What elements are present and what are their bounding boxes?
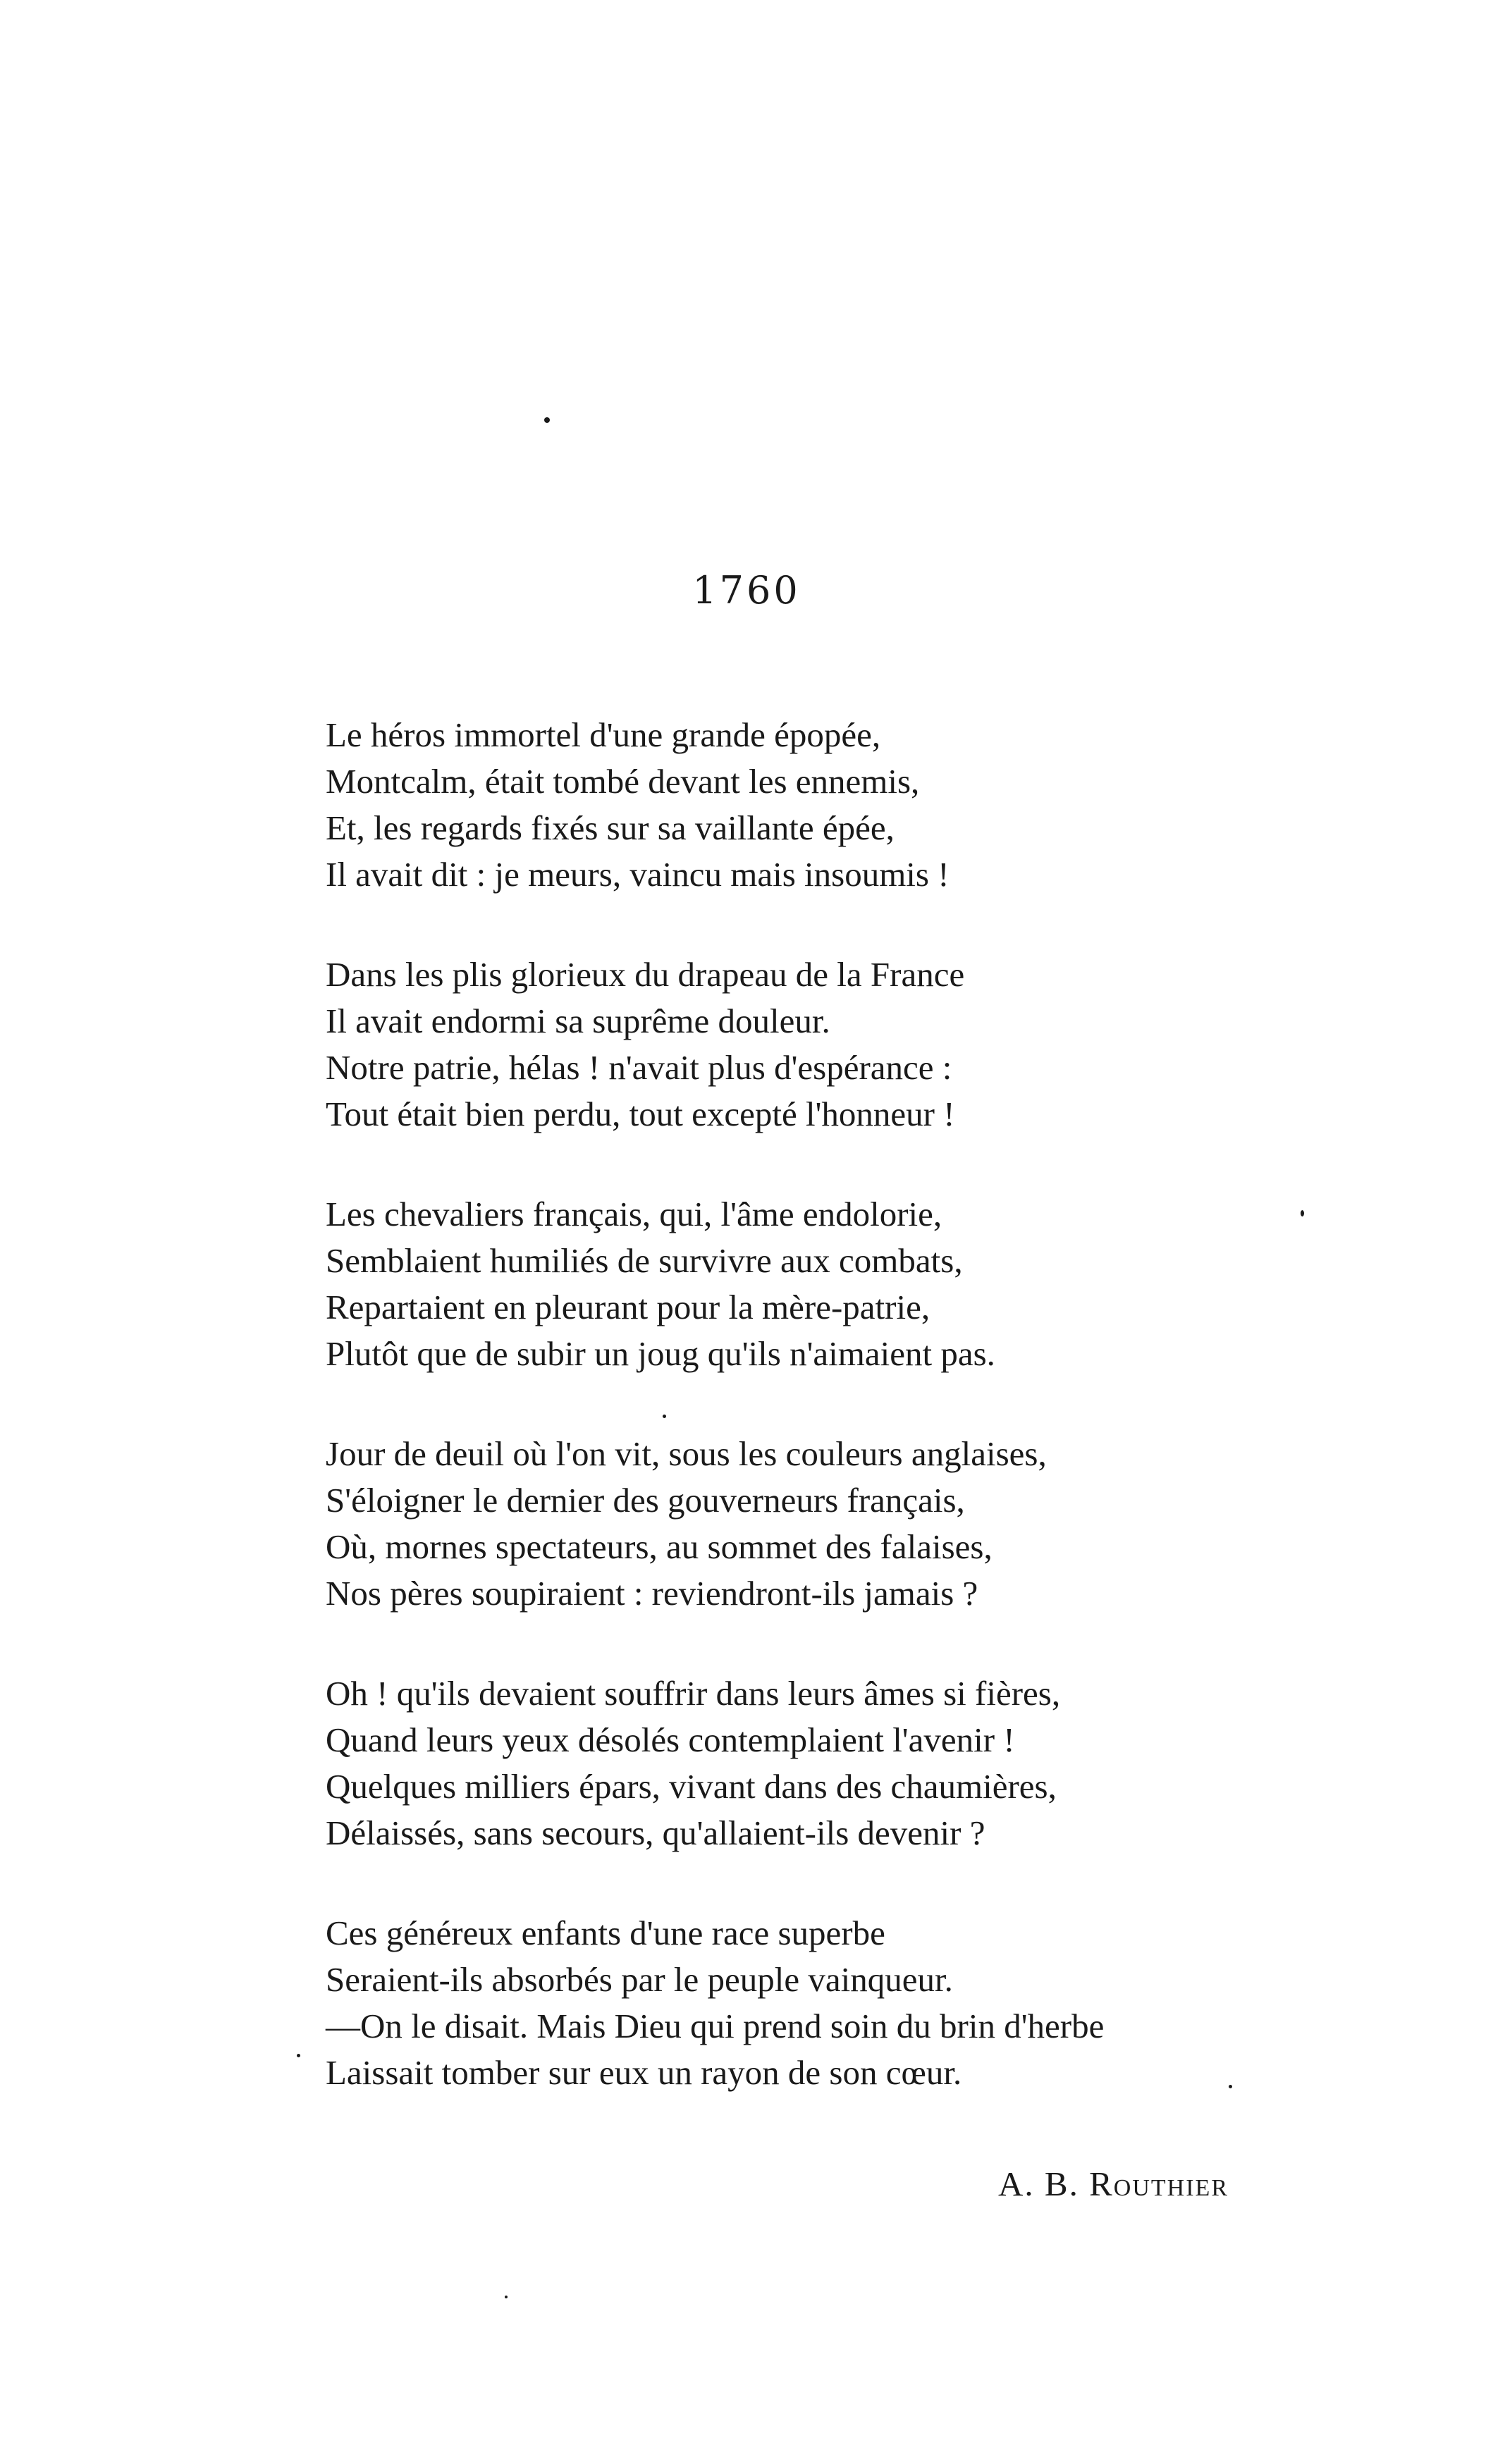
- ink-speck: [505, 2296, 508, 2298]
- verse-line: Semblaient humiliés de survivre aux combats,: [326, 1241, 963, 1280]
- author-initials: A. B.: [998, 2164, 1079, 2203]
- verse-line: Le héros immortel d'une grande épopée,: [326, 715, 881, 754]
- stanza: [326, 1431, 1383, 1617]
- verse-line: Quand leurs yeux désolés contemplaient l'avenir !: [326, 1720, 1015, 1759]
- poem-body: [326, 712, 1383, 2150]
- verse-line: Dans les plis glorieux du drapeau de la France: [326, 955, 965, 994]
- verse-line: Notre patrie, hélas ! n'avait plus d'espérance :: [326, 1048, 952, 1087]
- author-signature: [998, 2164, 1229, 2204]
- poem-title: 1760: [692, 568, 801, 612]
- verse-line: Les chevaliers français, qui, l'âme endolorie,: [326, 1195, 942, 1233]
- stanza: [326, 712, 1383, 898]
- verse-line: Seraient-ils absorbés par le peuple vainqueur.: [326, 1960, 953, 1999]
- verse-line: Montcalm, était tombé devant les ennemis,: [326, 762, 920, 801]
- verse-line: Quelques milliers épars, vivant dans des chaumières,: [326, 1767, 1057, 1806]
- verse-line: Où, mornes spectateurs, au sommet des falaises,: [326, 1527, 993, 1566]
- verse-line: Plutôt que de subir un joug qu'ils n'aimaient pas.: [326, 1334, 995, 1373]
- verse-line: —On le disait. Mais Dieu qui prend soin du brin d'herbe: [326, 2007, 1105, 2045]
- verse-line: Et, les regards fixés sur sa vaillante épée,: [326, 808, 895, 847]
- verse-line: Ces généreux enfants d'une race superbe: [326, 1914, 885, 1952]
- stanza: [326, 1670, 1383, 1856]
- author-surname: Routhier: [1089, 2164, 1229, 2203]
- verse-line: Tout était bien perdu, tout excepté l'honneur !: [326, 1095, 955, 1133]
- verse-line: Jour de deuil où l'on vit, sous les couleurs anglaises,: [326, 1434, 1047, 1473]
- verse-line: Laissait tomber sur eux un rayon de son cœur.: [326, 2053, 962, 2092]
- stanza: [326, 951, 1383, 1138]
- verse-line: Délaissés, sans secours, qu'allaient-ils devenir ?: [326, 1813, 985, 1852]
- stanza: [326, 1910, 1383, 2096]
- stanza: [326, 1191, 1383, 1377]
- verse-line: Nos pères soupiraient : reviendront-ils jamais ?: [326, 1574, 978, 1613]
- verse-line: S'éloigner le dernier des gouverneurs français,: [326, 1481, 965, 1520]
- verse-line: Repartaient en pleurant pour la mère-patrie,: [326, 1288, 930, 1326]
- verse-line: Il avait endormi sa suprême douleur.: [326, 1002, 830, 1040]
- ink-speck: [297, 2054, 300, 2057]
- verse-line: Oh ! qu'ils devaient souffrir dans leurs âmes si fières,: [326, 1674, 1061, 1713]
- ink-speck: [544, 417, 550, 423]
- verse-line: Il avait dit : je meurs, vaincu mais insoumis !: [326, 855, 950, 894]
